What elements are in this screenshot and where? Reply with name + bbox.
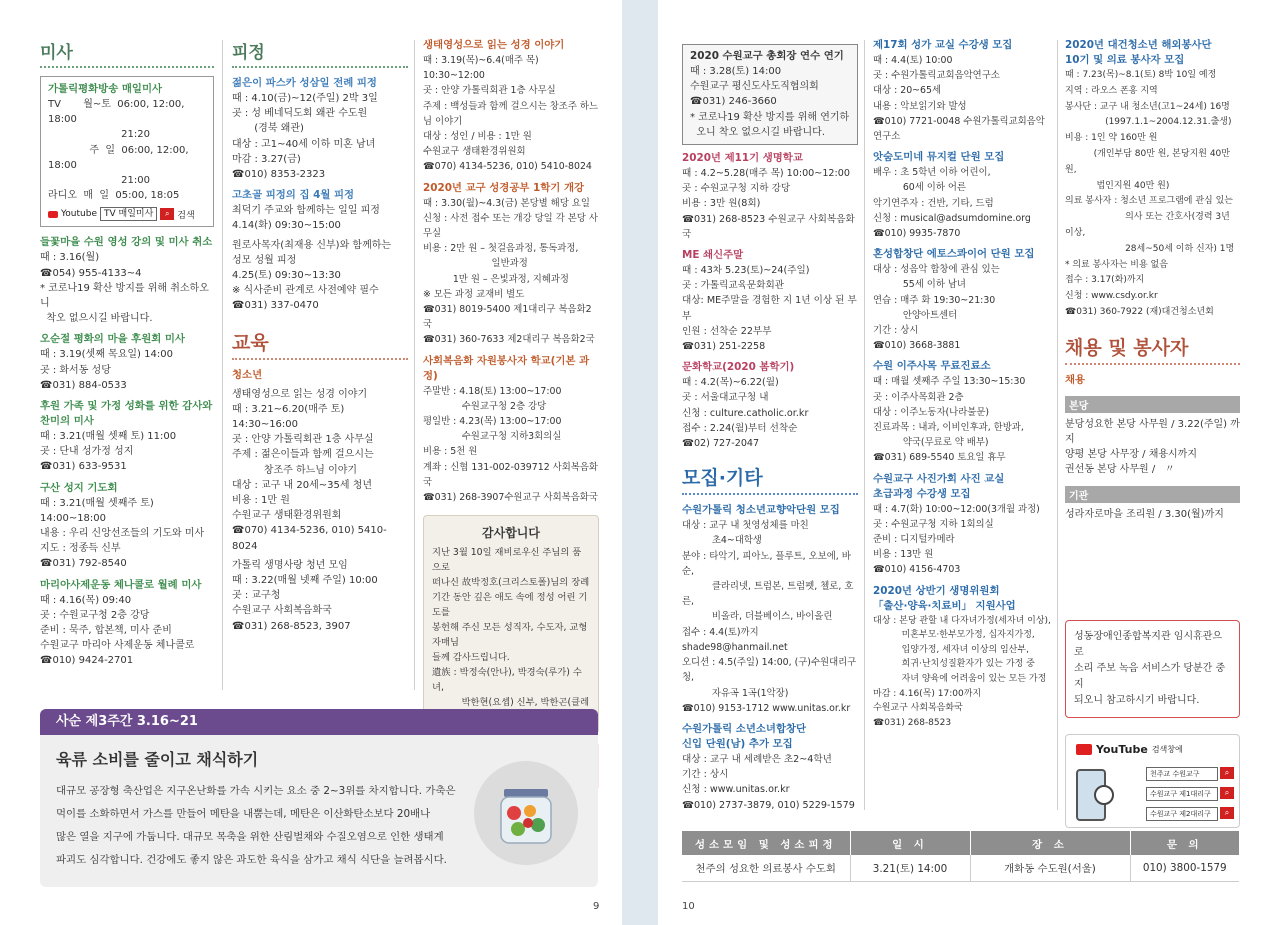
mass-item bbox=[40, 399, 214, 475]
search-label: 검색 bbox=[177, 210, 195, 221]
item-text: 때 : 4.16(목) 09:40 곳 : 수원교구청 2층 강당 준비 : 묵주, 합본책, 미사 준비 수원교구 마리아 사제운동 체나콜로 ☎010) 9424-2701 bbox=[40, 594, 195, 667]
item-text: 때 : 7.23(목)~8.1(토) 8박 10일 예정 지역 : 라오스 폰홍 지역 봉사단 : 교구 내 청소년(고1~24세) 16명 (1997.1.1~2004.12.31.출생) 비용 : 1인 약 160만 원 (개인부담 80만 원, 본당지원 40만 원, 법인지원 40만 원) 의료 봉사자 : 청소년 프로그램에 관심 있는 의사 또는 간호사(경력 3년 이상, 28세~50세 이하 신자) 1명 * 의료 봉사자는 비용 없음 접수 : 3.17(화)까지 신청 : www.csdy.or.kr ☎031) 360-7922 (재)대건청소년회 bbox=[1065, 70, 1235, 317]
youtube-search-guide bbox=[1065, 734, 1240, 828]
search-icon: ⌕ bbox=[160, 208, 174, 220]
youtube-search-row bbox=[48, 207, 206, 221]
youtube-icon bbox=[1076, 744, 1092, 755]
item-text: 대상 : 본당 관할 내 다자녀가정(세자녀 이상), 미혼부모·한부모가정, 십자지가정, 입양가정, 세자녀 이상의 임산부, 희귀·난치성질환자가 있는 가정 중 자녀 양육에 어려움이 있는 모든 가정 마감 : 4.16(목) 17:00까지 수원교구 사회복음화국 ☎031) 268-8523 bbox=[873, 615, 1051, 728]
page-number: 10 bbox=[682, 901, 695, 912]
column-divider bbox=[1057, 40, 1058, 810]
item-heading: 2020년 제11기 생명학교 bbox=[682, 152, 803, 165]
conference-postponed-box bbox=[682, 44, 858, 145]
edu-item bbox=[232, 558, 408, 634]
recruit-item bbox=[873, 247, 1053, 353]
retreat-item bbox=[232, 76, 408, 182]
item-text: 대상 : 교구 내 세례받은 초2~4학년 기간 : 상시 신청 : www.unitas.or.kr ☎010) 2737-3879, 010) 5229-1579 bbox=[682, 753, 855, 811]
vegetable-jar-illustration bbox=[474, 761, 578, 865]
item-text: 때 : 3.28(토) 14:00 수원교구 평신도사도직협의회 ☎031) 246-3660 * 코로나19 확산 방지를 위해 연기하 오니 착오 없으시길 바랍니다. bbox=[690, 66, 850, 138]
vocation-table bbox=[682, 831, 1239, 882]
item-text: 주말반 : 4.18(토) 13:00~17:00 수원교구청 2층 강당 평일반 : 4.23(목) 13:00~17:00 수원교구청 지하3회의실 비용 : 5천 원 계좌 : 신협 131-002-039712 사회복음화국 ☎031) 268-3907수원교구 사회복음화국 bbox=[423, 385, 598, 504]
item-heading: 2020년 대건청소년 해외봉사단 10기 및 의료 봉사자 모집 bbox=[1065, 39, 1212, 66]
retreat-section-title: 피정 bbox=[232, 38, 408, 68]
item-heading: 2020 수원교구 총회장 연수 연기 bbox=[690, 50, 844, 62]
institution-jobs: 성라자로마을 조리원 / 3.30(월)까지 bbox=[1065, 508, 1224, 520]
table-header-row bbox=[682, 831, 1239, 855]
event-item bbox=[682, 503, 858, 716]
recruit-item bbox=[873, 472, 1053, 578]
lent-banner bbox=[40, 709, 598, 887]
lent-title: 육류 소비를 줄이고 채식하기 bbox=[56, 750, 259, 769]
item-heading: 들꽃마을 수원 영성 강의 및 미사 취소 bbox=[40, 236, 213, 249]
recruit-item bbox=[873, 150, 1053, 241]
recruit-item bbox=[873, 38, 1053, 144]
item-text: 대상 : 교구 내 첫영성체를 마친 초4~대학생 분야 : 타악기, 피아노, 플루트, 오보에, 바순, 클라리넷, 트럼본, 트럼펫, 첼로, 호른, 비올라, 더블베이스, 바이올린 접수 : 4.4(토)까지 shade98@hanmail.net 오디션 : 4.5(주일) 14:00, (구)수원대리구청, 자유곡 1곡(1악장) ☎010) 9153-1712 www.unitas.or.kr bbox=[682, 520, 857, 714]
thanks-text: 지난 3월 10일 재비로우신 주님의 품으로 떠나신 故박정호(크리스토폴)님의 장례 기간 동안 깊은 애도 속에 정성 어린 기도를 봉헌해 주신 모든 성직자, 수도자, 교형자매님 들께 감사드립니다. 遺族 : 박정숙(안나), 박경숙(루가) 수녀, 박한현(요셉) 신부, 박한곤(클레 bbox=[432, 547, 590, 709]
item-subtitle: 생태영성으로 읽는 성경 이야기 bbox=[232, 388, 368, 400]
tv-mass-heading: 가톨릭평화방송 매일미사 bbox=[48, 83, 163, 95]
education-section-title: 교육 bbox=[232, 328, 408, 360]
item-heading: 수원가톨릭 소년소녀합창단 신입 단원(남) 추가 모집 bbox=[682, 722, 807, 750]
item-heading: 혼성합창단 에토스콰이어 단원 모집 bbox=[873, 248, 1035, 261]
item-heading: 제17회 성가 교실 수강생 모집 bbox=[873, 39, 1013, 51]
edu-item bbox=[423, 38, 599, 175]
item-text: 때 : 3.21(매월 셋째 토) 11:00 곳 : 단내 성가정 성지 ☎031) 633-9531 bbox=[40, 431, 177, 473]
parish-jobs: 분당성요한 본당 사무원 / 3.22(주일) 까지 양평 본당 사무장 / 채용시까지 권선동 본당 사무원 / 〃 bbox=[1065, 418, 1240, 476]
tv-mass-times: TV 월~토 06:00, 12:00, 18:00 21:20 주 일 06:00, 12:00, 18:00 21:00 라디오 매 일 05:00, 18:05 bbox=[48, 99, 189, 202]
item-heading: 수원교구 사진가회 사진 교실 초급과정 수강생 모집 bbox=[873, 472, 1005, 500]
youtube-icon bbox=[48, 211, 58, 218]
table-cell: 010) 3800-1579 bbox=[1130, 855, 1239, 881]
event-item bbox=[682, 151, 858, 242]
item-text: 때 : 3.19(목)~6.4(매주 목) 10:30~12:00 곳 : 안양 가톨릭회관 1층 사무실 주제 : 백성들과 함께 걸으시는 창조주 하느님 이야기 대상 : 성인 / 비용 : 1만 원 수원교구 생태환경위원회 ☎070) 4134-5236, 010) 5410-8024 bbox=[423, 55, 598, 173]
item-text: 배우 : 초 5학년 이하 어린이, 60세 이하 어른 악기연주자 : 건반, 기타, 드럼 신청 : musical@adsumdomine.org ☎010) 9935-7870 bbox=[873, 167, 1031, 240]
magnifier-icon bbox=[1094, 785, 1114, 805]
item-text: 때 : 4.10(금)~12(주일) 2박 3일 곳 : 성 베네딕도회 왜관 수도원 (경북 왜관) 대상 : 고1~40세 이하 미혼 남녀 마감 : 3.27(금) ☎010) 8353-2323 bbox=[232, 93, 378, 181]
mass-section-title: 미사 bbox=[40, 38, 214, 68]
event-item bbox=[682, 360, 858, 451]
item-text: 원로사목자(최재용 신부)와 함께하는 성모 성월 피정 4.25(토) 09:30~13:30 ※ 식사준비 관계로 사전예약 필수 ☎031) 337-0470 bbox=[232, 239, 392, 312]
table-cell: 천주의 성요한 의료봉사 수도회 bbox=[682, 855, 850, 881]
retreat-item bbox=[232, 238, 408, 314]
youtube-header bbox=[1076, 743, 1229, 756]
recruit-item bbox=[873, 584, 1053, 731]
item-text: 때 : 4.2(목)~6.22(월) 곳 : 서울대교구청 내 신청 : culture.catholic.or.kr 접수 : 2.24(월)부터 선착순 ☎02) 727-2047 bbox=[682, 377, 809, 450]
hiring-column bbox=[1065, 38, 1240, 828]
edu-item bbox=[423, 354, 599, 506]
mass-column bbox=[40, 38, 214, 669]
table-cell: 3.21(토) 14:00 bbox=[850, 855, 970, 881]
edu-item bbox=[423, 181, 599, 348]
search-icon: ⌕ bbox=[1220, 787, 1234, 799]
mass-item bbox=[40, 235, 214, 326]
item-heading: 사회복음화 자원봉사자 학교(기본 과정) bbox=[423, 354, 590, 382]
item-heading: 2020년 교구 성경공부 1학기 개강 bbox=[423, 181, 585, 194]
mass-item bbox=[40, 481, 214, 572]
item-heading: 앗숨도미네 뮤지컬 단원 모집 bbox=[873, 151, 1005, 164]
education-column bbox=[423, 38, 599, 788]
item-text: 때 : 43차 5.23(토)~24(주일) 곳 : 가톨릭교육문화회관 대상: ME주말을 경험한 지 1년 이상 된 부부 인원 : 선착순 22부부 ☎031) 251-2258 bbox=[682, 265, 857, 353]
events-column bbox=[682, 44, 858, 813]
recruit-column bbox=[873, 38, 1053, 730]
item-heading: ME 쇄신주말 bbox=[682, 249, 744, 262]
search-icon: ⌕ bbox=[1220, 807, 1234, 819]
recruit-section-title: 모집·기타 bbox=[682, 463, 858, 495]
item-heading: 생태영성으로 읽는 성경 이야기 bbox=[423, 39, 565, 51]
item-heading: 수원가톨릭 청소년교향악단원 모집 bbox=[682, 504, 840, 517]
mass-item bbox=[40, 332, 214, 393]
column-divider bbox=[414, 40, 415, 690]
thanks-notice bbox=[423, 515, 599, 734]
retreat-item bbox=[232, 188, 408, 233]
tv-mass-box bbox=[40, 76, 214, 227]
item-text: 때 : 3.21~6.20(매주 토) 14:30~16:00 곳 : 안양 가톨릭회관 1층 사무실 주제 : 젊은이들과 함께 걸으시는 창조주 하느님 이야기 대상 : 교구 내 20세~35세 청년 비용 : 1만 원 수원교구 생태환경위원회 ☎070) 4134-5236, 010) 5410-8024 bbox=[232, 403, 387, 552]
column-header: 일 시 bbox=[850, 831, 970, 855]
item-heading: 2020년 상반기 생명위원회 「출산·양육·치료비」 지원사업 bbox=[873, 584, 1016, 612]
item-heading: 수원 이주사목 무료진료소 bbox=[873, 360, 991, 373]
search-term-1: 천주교 수원교구 bbox=[1146, 767, 1218, 781]
item-heading: 오순절 평화의 마을 후원회 미사 bbox=[40, 333, 185, 346]
left-page bbox=[0, 0, 622, 925]
item-heading: 고초골 피정의 집 4월 피정 bbox=[232, 189, 355, 202]
column-header: 문 의 bbox=[1130, 831, 1239, 855]
item-text: 때 : 4.2~5.28(매주 목) 10:00~12:00 곳 : 수원교구청 지하 강당 비용 : 3만 원(8회) ☎031) 268-8523 수원교구 사회복음화국 bbox=[682, 168, 855, 240]
item-text: 때 : 3.22(매월 넷째 주일) 10:00 곳 : 교구청 수원교구 사회복음화국 ☎031) 268-8523, 3907 bbox=[232, 575, 378, 632]
recruit-item bbox=[873, 359, 1053, 465]
search-icon: ⌕ bbox=[1220, 767, 1234, 779]
tv-search-value: TV 매일미사 bbox=[100, 207, 157, 221]
table-row bbox=[682, 855, 1239, 881]
volunteer-item bbox=[1065, 38, 1240, 321]
item-text: 때 : 3.21(매월 셋째주 토) 14:00~18:00 내용 : 우리 신앙선조들의 기도와 미사 지도 : 정종득 신부 ☎031) 792-8540 bbox=[40, 497, 205, 570]
search-term-3: 수원교구 제2대리구 bbox=[1146, 807, 1218, 821]
item-text: 대상 : 성음악 합창에 관심 있는 55세 이하 남녀 연습 : 매주 화 19:30~21:30 안양아트센터 기간 : 상시 ☎010) 3668-3881 bbox=[873, 264, 1000, 352]
parish-bar: 본당 bbox=[1065, 396, 1240, 413]
youtube-logo-text: YouTube bbox=[1096, 742, 1148, 756]
item-heading: 구산 성지 기도회 bbox=[40, 481, 118, 494]
search-terms bbox=[1146, 767, 1234, 821]
search-term-2: 수원교구 제1대리구 bbox=[1146, 787, 1218, 801]
youth-heading: 청소년 bbox=[232, 368, 263, 381]
item-heading: 마리아사제운동 체나콜로 월례 미사 bbox=[40, 578, 202, 591]
lent-body: 대규모 공장형 축산업은 지구온난화를 가속 시키는 요소 중 2~3위를 차지합니다. 가축은 먹이를 소화하면서 가스를 만들어 메탄을 내뿜는데, 메탄은 이산화탄소보다 20배나 많은 열을 지구에 가둡니다. 대규모 목축을 위한 산림벌채와 수질오염으로 인한 생태계 파괴도 심각합니다. 건강에도 좋지 않은 과도한 육식을 삼가고 채식 식단을 늘려봅시다. bbox=[56, 785, 456, 866]
thanks-title: 감사합니다 bbox=[482, 526, 540, 541]
page-gutter bbox=[622, 0, 658, 925]
item-text: 때 : 매월 셋째주 주일 13:30~15:30 곳 : 이주사목회관 2층 대상 : 이주노동자(나라불문) 진료과목 : 내과, 이비인후과, 한방과, 약국(무료로 약 배부) ☎031) 689-5540 토요일 휴무 bbox=[873, 376, 1026, 464]
event-item bbox=[682, 722, 858, 813]
jar-icon bbox=[474, 761, 578, 865]
item-text: 때 : 3.30(월)~4.3(금) 본당별 해당 요일 신청 : 사전 접수 또는 개강 당일 각 본당 사무실 비용 : 2만 원 – 첫걸음과정, 통독과정, 일반과정 1만 원 – 은빛과정, 지혜과정 ※ 모든 과정 교재비 별도 ☎031) 8019-5400 제1대리구 복음화2국 ☎031) 360-7633 제2대리구 복음화2국 bbox=[423, 197, 598, 346]
edu-item bbox=[232, 387, 408, 554]
column-header: 장 소 bbox=[970, 831, 1130, 855]
table-cell: 개화동 수도원(서울) bbox=[970, 855, 1130, 881]
event-item bbox=[682, 248, 858, 354]
service-suspended-notice: 성동장애인종합복지관 임시휴관으로 소리 주보 녹음 서비스가 당분간 중지 되오니 참고하시기 바랍니다. bbox=[1065, 620, 1240, 718]
right-page bbox=[658, 0, 1278, 925]
lent-week-bar: 사순 제3주간 3.16~21 bbox=[40, 709, 598, 735]
item-text: 때 : 4.4(토) 10:00 곳 : 수원가톨릭교회음악연구소 대상 : 20~65세 내용 : 악보읽기와 발성 ☎010) 7721-0048 수원가톨릭교회음악연구소 bbox=[873, 55, 1045, 143]
item-text: 최덕기 주교와 함께하는 일일 피정 4.14(화) 09:30~15:00 bbox=[232, 205, 380, 232]
item-subtitle: 가톨릭 생명사랑 청년 모임 bbox=[232, 559, 348, 571]
youtube-caption: 검색창에 bbox=[1151, 744, 1183, 754]
hiring-heading: 채용 bbox=[1065, 373, 1086, 386]
item-text: 때 : 4.7(화) 10:00~12:00(3개월 과정) 곳 : 수원교구청 지하 1회의실 준비 : 디지털카메라 비용 : 13만 원 ☎010) 4156-4703 bbox=[873, 503, 1040, 576]
retreat-column bbox=[232, 38, 408, 634]
column-header: 성소모임 및 성소피정 bbox=[682, 831, 850, 855]
item-text: 때 : 3.16(월) ☎054) 955-4133~4 * 코로나19 확산 방지를 위해 취소하오니 착오 없으시길 바랍니다. bbox=[40, 252, 209, 325]
hiring-section-title: 채용 및 봉사자 bbox=[1065, 333, 1240, 365]
column-divider bbox=[864, 40, 865, 810]
column-divider bbox=[222, 40, 223, 690]
page-number: 9 bbox=[593, 901, 600, 912]
institution-bar: 기관 bbox=[1065, 486, 1240, 503]
item-heading: 후원 가족 및 가정 성화를 위한 감사와 찬미의 미사 bbox=[40, 400, 213, 428]
mass-item bbox=[40, 578, 214, 669]
item-text: 때 : 3.19(셋째 목요일) 14:00 곳 : 화서동 성당 ☎031) 884-0533 bbox=[40, 349, 173, 391]
youtube-label: Youtube bbox=[61, 209, 97, 220]
item-heading: 젊은이 파스카 성삼일 전례 피정 bbox=[232, 77, 377, 89]
item-heading: 문화학교(2020 봄학기) bbox=[682, 361, 795, 374]
